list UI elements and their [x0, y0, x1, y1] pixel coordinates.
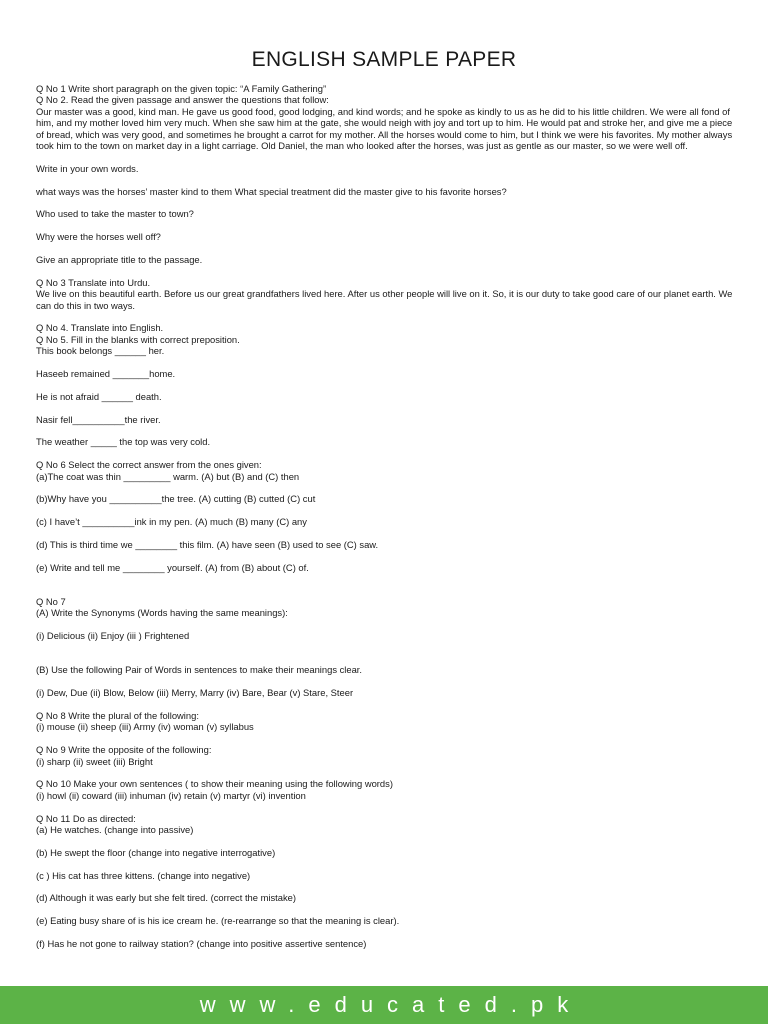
paper-line: (d) Although it was early but she felt tired. (correct the mistake) [36, 892, 297, 904]
paper-line: (i) howl (ii) coward (iii) inhuman (iv) retain (v) martyr (vi) invention [36, 789, 306, 801]
paper-line: Nasir fell__________the river. [36, 413, 161, 425]
paper-line: (f) Has he not gone to railway station? (change into positive assertive sentence) [36, 938, 367, 950]
paper-line: This book belongs ______ her. [36, 345, 165, 357]
paper-line: Q No 1 Write short paragraph on the given topic: “A Family Gathering” [36, 83, 327, 94]
paper-line: (a)The coat was thin _________ warm. (A) but (B) and (C) then [36, 470, 300, 482]
paper-line: Haseeb remained _______home. [36, 368, 176, 380]
paper-line: Give an appropriate title to the passage. [36, 254, 203, 266]
paper-line: (b)Why have you __________the tree. (A) cutting (B) cutted (C) cut [36, 493, 316, 505]
paper-line: Our master was a good, kind man. He gave us good food, good lodging, and kind words; and he spoke as kindly to us as he did to his little children. We were all fond of him, and my mother loved him very much. When she saw him at the gate, she would neigh with joy and tort up to him. He would pat and stroke her, and give me a piece of bread, which was very good, and sometimes he brought a carrot for my mother. All the horses would come to him, but I think we were his favorites. My mother always took him to the town on market day in a light carriage. Old Daniel, the man who looked after the horses, was just as gentle as our master, so we were well off. [36, 105, 733, 152]
paper-line: Q No 7 [36, 596, 66, 608]
paper-line: (i) Dew, Due (ii) Blow, Below (iii) Merry, Marry (iv) Bare, Bear (v) Stare, Steer [36, 687, 354, 699]
question-paper-body [36, 83, 734, 949]
paper-line: (d) This is third time we ________ this film. (A) have seen (B) used to see (C) saw. [36, 539, 379, 551]
paper-line: (B) Use the following Pair of Words in sentences to make their meanings clear. [36, 664, 363, 676]
paper-line: We live on this beautiful earth. Before us our great grandfathers lived here. After us other people will live on it. So, it is our duty to take good care of our planet earth. We can do this in two ways. [36, 288, 733, 311]
paper-line: (e) Write and tell me ________ yourself. (A) from (B) about (C) of. [36, 561, 309, 573]
paper-line: (c ) His cat has three kittens. (change into negative) [36, 869, 251, 881]
paper-line: Write in your own words. [36, 162, 139, 174]
paper-line: (i) Delicious (ii) Enjoy (iii ) Frightened [36, 630, 190, 642]
paper-line: Q No 2. Read the given passage and answer the questions that follow: [36, 94, 329, 106]
paper-line: Q No 3 Translate into Urdu. [36, 276, 151, 288]
paper-line: Q No 4. Translate into English. [36, 322, 164, 334]
paper-line: what ways was the horses’ master kind to them What special treatment did the master give to his favorite horses? [36, 185, 507, 197]
paper-line: Who used to take the master to town? [36, 208, 194, 220]
paper-line: Why were the horses well off? [36, 231, 161, 243]
paper-line: (e) Eating busy share of is his ice cream he. (re-rearrange so that the meaning is clear). [36, 915, 400, 927]
paper-line: Q No 10 Make your own sentences ( to show their meaning using the following words) [36, 778, 393, 790]
paper-line: Q No 8 Write the plural of the following: [36, 710, 199, 722]
paper-line: (i) sharp (ii) sweet (iii) Bright [36, 755, 153, 767]
paper-line: (a) He watches. (change into passive) [36, 824, 194, 836]
paper-line: (c) I have’t __________ink in my pen. (A) much (B) many (C) any [36, 516, 307, 528]
paper-line: Q No 6 Select the correct answer from the ones given: [36, 459, 262, 471]
paper-line: The weather _____ the top was very cold. [36, 436, 211, 448]
footer-banner [0, 986, 768, 1024]
paper-line: Q No 11 Do as directed: [36, 812, 136, 824]
page-title: ENGLISH SAMPLE PAPER [251, 48, 517, 71]
paper-line: Q No 9 Write the opposite of the following: [36, 744, 212, 756]
paper-line: Q No 5. Fill in the blanks with correct preposition. [36, 333, 240, 345]
paper-line: He is not afraid ______ death. [36, 390, 162, 402]
paper-line: (i) mouse (ii) sheep (iii) Army (iv) woman (v) syllabus [36, 721, 254, 733]
paper-line: (b) He swept the floor (change into negative interrogative) [36, 846, 276, 858]
paper-line: (A) Write the Synonyms (Words having the same meanings): [36, 607, 288, 619]
footer-website-text: www.educated.pk [199, 992, 583, 1017]
